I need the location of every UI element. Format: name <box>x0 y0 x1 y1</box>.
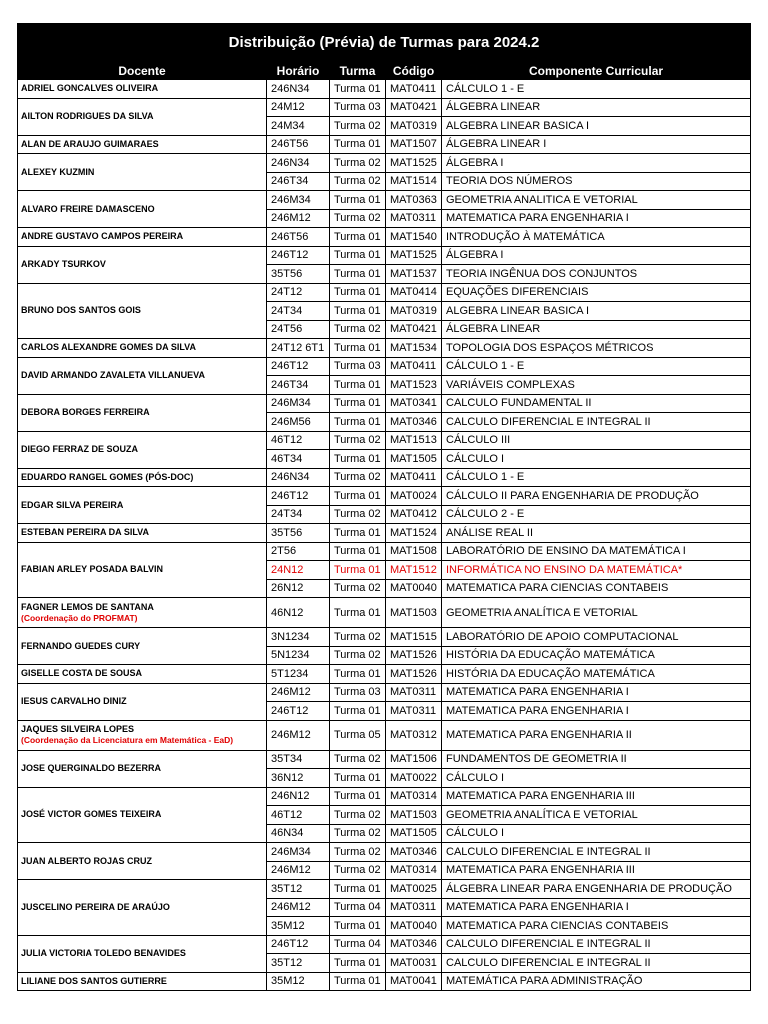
componente-cell: GEOMETRIA ANALÍTICA E VETORIAL <box>442 598 751 628</box>
docente-cell <box>18 431 267 468</box>
horario-cell: 35T12 <box>267 954 330 973</box>
horario-cell: 246N34 <box>267 80 330 99</box>
componente-cell: CÁLCULO 2 - E <box>442 505 751 524</box>
table-row <box>18 683 751 702</box>
horario-cell: 246T56 <box>267 228 330 247</box>
page-title: Distribuição (Prévia) de Turmas para 2024.2 <box>18 24 751 62</box>
codigo-cell: MAT0311 <box>386 209 442 228</box>
turma-cell: Turma 02 <box>330 468 386 487</box>
turma-cell: Turma 02 <box>330 750 386 769</box>
docente-cell <box>18 487 267 524</box>
horario-cell: 5T1234 <box>267 665 330 684</box>
componente-cell: VARIÁVEIS COMPLEXAS <box>442 376 751 395</box>
docente-name: FERNANDO GUEDES CURY <box>21 640 141 651</box>
docente-name: DAVID ARMANDO ZAVALETA VILLANUEVA <box>21 370 205 380</box>
table-row <box>18 283 751 302</box>
componente-cell: ALGEBRA LINEAR BASICA I <box>442 302 751 321</box>
table-row <box>18 542 751 561</box>
componente-cell: CÁLCULO I <box>442 769 751 788</box>
table-row <box>18 431 751 450</box>
turma-cell: Turma 01 <box>330 228 386 247</box>
componente-cell: CALCULO DIFERENCIAL E INTEGRAL II <box>442 954 751 973</box>
table-row <box>18 787 751 806</box>
componente-cell: GEOMETRIA ANALITICA E VETORIAL <box>442 191 751 210</box>
turma-cell: Turma 01 <box>330 413 386 432</box>
table-row <box>18 339 751 358</box>
docente-cell <box>18 787 267 843</box>
codigo-cell: MAT0421 <box>386 98 442 117</box>
componente-cell: ÁLGEBRA I <box>442 154 751 173</box>
docente-cell <box>18 843 267 880</box>
horario-cell: 24T56 <box>267 320 330 339</box>
codigo-cell: MAT1534 <box>386 339 442 358</box>
docente-cell <box>18 80 267 99</box>
horario-cell: 246M12 <box>267 898 330 917</box>
table-row <box>18 720 751 750</box>
componente-cell: HISTÓRIA DA EDUCAÇÃO MATEMÁTICA <box>442 646 751 665</box>
docente-cell <box>18 524 267 543</box>
docente-name: JUAN ALBERTO ROJAS CRUZ <box>21 855 153 866</box>
codigo-cell: MAT0411 <box>386 468 442 487</box>
codigo-cell: MAT1525 <box>386 154 442 173</box>
horario-cell: 246T34 <box>267 376 330 395</box>
turma-cell: Turma 02 <box>330 154 386 173</box>
horario-cell: 35M12 <box>267 972 330 991</box>
horario-cell: 24T34 <box>267 505 330 524</box>
horario-cell: 24T34 <box>267 302 330 321</box>
turma-cell: Turma 01 <box>330 561 386 580</box>
docente-name: ALEXEY KUZMIN <box>21 166 95 177</box>
codigo-cell: MAT1526 <box>386 665 442 684</box>
docente-name: CARLOS ALEXANDRE GOMES DA SILVA <box>21 342 197 353</box>
codigo-cell: MAT0346 <box>386 843 442 862</box>
table-row <box>18 524 751 543</box>
codigo-cell: MAT0041 <box>386 972 442 991</box>
docente-cell <box>18 972 267 991</box>
codigo-cell: MAT1525 <box>386 246 442 265</box>
codigo-cell: MAT0412 <box>386 505 442 524</box>
docente-cell <box>18 880 267 936</box>
docente-name: JOSE QUERGINALDO BEZERRA <box>21 763 162 773</box>
componente-cell: TEORIA INGÊNUA DOS CONJUNTOS <box>442 265 751 284</box>
docente-cell <box>18 683 267 720</box>
componente-cell: ÁLGEBRA LINEAR PARA ENGENHARIA DE PRODUÇÃO <box>442 880 751 899</box>
docente-name: FABIAN ARLEY POSADA BALVIN <box>21 564 164 575</box>
horario-cell: 46T12 <box>267 431 330 450</box>
docente-name: IESUS CARVALHO DINIZ <box>21 696 127 706</box>
docente-name: LILIANE DOS SANTOS GUTIERRE <box>21 975 167 986</box>
table-row <box>18 135 751 154</box>
docente-name: ANDRE GUSTAVO CAMPOS PEREIRA <box>21 231 184 242</box>
componente-cell: ANÁLISE REAL II <box>442 524 751 543</box>
docente-cell <box>18 542 267 598</box>
componente-cell: INFORMÁTICA NO ENSINO DA MATEMÁTICA* <box>442 561 751 580</box>
table-row <box>18 394 751 413</box>
docente-cell <box>18 357 267 394</box>
codigo-cell: MAT1506 <box>386 750 442 769</box>
componente-cell: HISTÓRIA DA EDUCAÇÃO MATEMÁTICA <box>442 665 751 684</box>
turma-cell: Turma 03 <box>330 357 386 376</box>
horario-cell: 24M12 <box>267 98 330 117</box>
docente-name: ALAN DE ARAUJO GUIMARAES <box>21 138 159 149</box>
codigo-cell: MAT0311 <box>386 702 442 721</box>
horario-cell: 246M56 <box>267 413 330 432</box>
codigo-cell: MAT1526 <box>386 646 442 665</box>
componente-cell: CALCULO DIFERENCIAL E INTEGRAL II <box>442 413 751 432</box>
turma-cell: Turma 01 <box>330 394 386 413</box>
docente-note: (Coordenação do PROFMAT) <box>21 612 138 623</box>
horario-cell: 36N12 <box>267 769 330 788</box>
docente-name: DIEGO FERRAZ DE SOUZA <box>21 444 139 454</box>
horario-cell: 46N12 <box>267 598 330 628</box>
docente-cell <box>18 339 267 358</box>
table-row <box>18 98 751 117</box>
docente-name: FAGNER LEMOS DE SANTANA <box>21 601 154 612</box>
componente-cell: MATEMATICA PARA CIENCIAS CONTABEIS <box>442 579 751 598</box>
table-row <box>18 191 751 210</box>
codigo-cell: MAT0311 <box>386 898 442 917</box>
turma-cell: Turma 01 <box>330 135 386 154</box>
componente-cell: CÁLCULO III <box>442 431 751 450</box>
componente-cell: MATEMATICA PARA ENGENHARIA III <box>442 861 751 880</box>
codigo-cell: MAT1505 <box>386 824 442 843</box>
horario-cell: 46N34 <box>267 824 330 843</box>
codigo-cell: MAT0311 <box>386 683 442 702</box>
codigo-cell: MAT1514 <box>386 172 442 191</box>
codigo-cell: MAT0319 <box>386 117 442 136</box>
docente-cell <box>18 750 267 787</box>
docente-name: ADRIEL GONCALVES OLIVEIRA <box>21 83 159 94</box>
docente-name: ARKADY TSURKOV <box>21 259 106 269</box>
componente-cell: ÁLGEBRA LINEAR <box>442 320 751 339</box>
docente-cell <box>18 665 267 684</box>
componente-cell: FUNDAMENTOS DE GEOMETRIA II <box>442 750 751 769</box>
turma-cell: Turma 01 <box>330 542 386 561</box>
turma-cell: Turma 01 <box>330 917 386 936</box>
horario-cell: 246T34 <box>267 172 330 191</box>
docente-name: JOSÉ VICTOR GOMES TEIXEIRA <box>21 809 162 820</box>
componente-cell: MATEMATICA PARA ENGENHARIA I <box>442 209 751 228</box>
docente-name: EDGAR SILVA PEREIRA <box>21 499 124 510</box>
horario-cell: 24T12 <box>267 283 330 302</box>
codigo-cell: MAT1523 <box>386 376 442 395</box>
horario-cell: 3N1234 <box>267 628 330 647</box>
horario-cell: 35T34 <box>267 750 330 769</box>
docente-name: EDUARDO RANGEL GOMES (PÓS-DOC) <box>21 471 194 482</box>
turma-cell: Turma 01 <box>330 283 386 302</box>
turma-cell: Turma 01 <box>330 339 386 358</box>
codigo-cell: MAT0346 <box>386 935 442 954</box>
table-row <box>18 972 751 991</box>
turma-cell: Turma 02 <box>330 824 386 843</box>
horario-cell: 246T12 <box>267 487 330 506</box>
table-row <box>18 880 751 899</box>
docente-name: JAQUES SILVEIRA LOPES <box>21 724 135 734</box>
table-row <box>18 246 751 265</box>
componente-cell: MATEMATICA PARA ENGENHARIA I <box>442 683 751 702</box>
turma-cell: Turma 01 <box>330 769 386 788</box>
turma-cell: Turma 01 <box>330 524 386 543</box>
docente-cell <box>18 935 267 972</box>
codigo-cell: MAT0024 <box>386 487 442 506</box>
turma-cell: Turma 01 <box>330 376 386 395</box>
turma-cell: Turma 01 <box>330 665 386 684</box>
codigo-cell: MAT1508 <box>386 542 442 561</box>
codigo-cell: MAT0031 <box>386 954 442 973</box>
docente-cell <box>18 598 267 628</box>
horario-cell: 35T56 <box>267 265 330 284</box>
turma-cell: Turma 01 <box>330 972 386 991</box>
codigo-cell: MAT0314 <box>386 787 442 806</box>
horario-cell: 246M34 <box>267 843 330 862</box>
docente-note: (Coordenação da Licenciatura em Matemática - EaD) <box>21 735 234 745</box>
turma-cell: Turma 01 <box>330 246 386 265</box>
horario-cell: 24T12 6T1 <box>267 339 330 358</box>
horario-cell: 26N12 <box>267 579 330 598</box>
horario-cell: 246M12 <box>267 861 330 880</box>
docente-name: ALVARO FREIRE DAMASCENO <box>21 203 155 214</box>
horario-cell: 246T12 <box>267 935 330 954</box>
codigo-cell: MAT0022 <box>386 769 442 788</box>
horario-cell: 246M12 <box>267 683 330 702</box>
componente-cell: CÁLCULO 1 - E <box>442 80 751 99</box>
horario-cell: 246M12 <box>267 209 330 228</box>
componente-cell: CÁLCULO II PARA ENGENHARIA DE PRODUÇÃO <box>442 487 751 506</box>
horario-cell: 246T12 <box>267 357 330 376</box>
turma-cell: Turma 01 <box>330 191 386 210</box>
componente-cell: CÁLCULO I <box>442 450 751 469</box>
turma-cell: Turma 02 <box>330 320 386 339</box>
componente-cell: EQUAÇÕES DIFERENCIAIS <box>442 283 751 302</box>
componente-cell: CÁLCULO I <box>442 824 751 843</box>
turma-cell: Turma 02 <box>330 505 386 524</box>
codigo-cell: MAT0314 <box>386 861 442 880</box>
turma-cell: Turma 05 <box>330 720 386 750</box>
codigo-cell: MAT0341 <box>386 394 442 413</box>
docente-name: GISELLE COSTA DE SOUSA <box>21 668 143 679</box>
codigo-cell: MAT1503 <box>386 806 442 825</box>
docente-cell <box>18 628 267 665</box>
componente-cell: MATEMATICA PARA ENGENHARIA I <box>442 898 751 917</box>
componente-cell: MATEMATICA PARA ENGENHARIA III <box>442 787 751 806</box>
codigo-cell: MAT1540 <box>386 228 442 247</box>
componente-cell: TEORIA DOS NÚMEROS <box>442 172 751 191</box>
turma-cell: Turma 02 <box>330 646 386 665</box>
horario-cell: 246M12 <box>267 720 330 750</box>
horario-cell: 24N12 <box>267 561 330 580</box>
horario-cell: 46T12 <box>267 806 330 825</box>
turma-cell: Turma 02 <box>330 431 386 450</box>
docente-name: AILTON RODRIGUES DA SILVA <box>21 111 154 121</box>
horario-cell: 246N12 <box>267 787 330 806</box>
codigo-cell: MAT1507 <box>386 135 442 154</box>
codigo-cell: MAT0025 <box>386 880 442 899</box>
turma-cell: Turma 04 <box>330 935 386 954</box>
docente-name: ESTEBAN PEREIRA DA SILVA <box>21 527 150 538</box>
docente-cell <box>18 98 267 135</box>
turma-cell: Turma 01 <box>330 787 386 806</box>
horario-cell: 35T56 <box>267 524 330 543</box>
docente-cell <box>18 468 267 487</box>
horario-cell: 5N1234 <box>267 646 330 665</box>
codigo-cell: MAT1515 <box>386 628 442 647</box>
table-row <box>18 628 751 647</box>
codigo-cell: MAT1537 <box>386 265 442 284</box>
turma-cell: Turma 02 <box>330 117 386 136</box>
componente-cell: TOPOLOGIA DOS ESPAÇOS MÉTRICOS <box>442 339 751 358</box>
codigo-cell: MAT0421 <box>386 320 442 339</box>
horario-cell: 246N34 <box>267 154 330 173</box>
column-header-horario: Horário <box>267 62 330 80</box>
docente-name: BRUNO DOS SANTOS GOIS <box>21 305 141 316</box>
horario-cell: 246N34 <box>267 468 330 487</box>
turma-cell: Turma 01 <box>330 954 386 973</box>
table-row <box>18 843 751 862</box>
componente-cell: MATEMATICA PARA CIENCIAS CONTABEIS <box>442 917 751 936</box>
horario-cell: 246T12 <box>267 246 330 265</box>
codigo-cell: MAT0346 <box>386 413 442 432</box>
codigo-cell: MAT1503 <box>386 598 442 628</box>
codigo-cell: MAT0040 <box>386 579 442 598</box>
componente-cell: INTRODUÇÃO À MATEMÁTICA <box>442 228 751 247</box>
turma-cell: Turma 02 <box>330 579 386 598</box>
table-row <box>18 154 751 173</box>
column-header-row <box>18 62 751 80</box>
codigo-cell: MAT1524 <box>386 524 442 543</box>
componente-cell: LABORATÓRIO DE ENSINO DA MATEMÁTICA I <box>442 542 751 561</box>
horario-cell: 2T56 <box>267 542 330 561</box>
horario-cell: 246T56 <box>267 135 330 154</box>
componente-cell: LABORATÓRIO DE APOIO COMPUTACIONAL <box>442 628 751 647</box>
column-header-codigo: Código <box>386 62 442 80</box>
docente-cell <box>18 394 267 431</box>
componente-cell: ÁLGEBRA LINEAR <box>442 98 751 117</box>
docente-cell <box>18 191 267 228</box>
docente-cell <box>18 228 267 247</box>
turma-cell: Turma 02 <box>330 861 386 880</box>
codigo-cell: MAT1505 <box>386 450 442 469</box>
turma-cell: Turma 01 <box>330 450 386 469</box>
turma-cell: Turma 02 <box>330 209 386 228</box>
turma-cell: Turma 02 <box>330 806 386 825</box>
componente-cell: MATEMÁTICA PARA ADMINISTRAÇÃO <box>442 972 751 991</box>
docente-cell <box>18 246 267 283</box>
horario-cell: 35M12 <box>267 917 330 936</box>
componente-cell: ÁLGEBRA LINEAR I <box>442 135 751 154</box>
table-row <box>18 750 751 769</box>
turma-cell: Turma 01 <box>330 80 386 99</box>
horario-cell: 246T12 <box>267 702 330 721</box>
codigo-cell: MAT1513 <box>386 431 442 450</box>
codigo-cell: MAT0312 <box>386 720 442 750</box>
horario-cell: 35T12 <box>267 880 330 899</box>
docente-cell <box>18 283 267 339</box>
table-row <box>18 935 751 954</box>
componente-cell: CALCULO DIFERENCIAL E INTEGRAL II <box>442 843 751 862</box>
codigo-cell: MAT1512 <box>386 561 442 580</box>
componente-cell: MATEMATICA PARA ENGENHARIA II <box>442 720 751 750</box>
docente-name: JULIA VICTORIA TOLEDO BENAVIDES <box>21 948 186 958</box>
schedule-table <box>17 23 751 991</box>
table-row <box>18 598 751 628</box>
table-row <box>18 665 751 684</box>
docente-cell <box>18 154 267 191</box>
table-row <box>18 80 751 99</box>
codigo-cell: MAT0319 <box>386 302 442 321</box>
codigo-cell: MAT0363 <box>386 191 442 210</box>
schedule-sheet <box>17 23 750 991</box>
horario-cell: 246M34 <box>267 191 330 210</box>
turma-cell: Turma 01 <box>330 487 386 506</box>
componente-cell: CÁLCULO 1 - E <box>442 357 751 376</box>
turma-cell: Turma 01 <box>330 598 386 628</box>
column-header-docente: Docente <box>18 62 267 80</box>
componente-cell: CALCULO DIFERENCIAL E INTEGRAL II <box>442 935 751 954</box>
table-row <box>18 487 751 506</box>
docente-name: DEBORA BORGES FERREIRA <box>21 407 150 417</box>
column-header-componente: Componente Curricular <box>442 62 751 80</box>
componente-cell: ÁLGEBRA I <box>442 246 751 265</box>
componente-cell: ALGEBRA LINEAR BASICA I <box>442 117 751 136</box>
componente-cell: MATEMATICA PARA ENGENHARIA I <box>442 702 751 721</box>
turma-cell: Turma 02 <box>330 843 386 862</box>
horario-cell: 24M34 <box>267 117 330 136</box>
horario-cell: 46T34 <box>267 450 330 469</box>
table-row <box>18 357 751 376</box>
docente-cell <box>18 135 267 154</box>
turma-cell: Turma 03 <box>330 683 386 702</box>
table-row <box>18 468 751 487</box>
turma-cell: Turma 03 <box>330 98 386 117</box>
componente-cell: GEOMETRIA ANALÍTICA E VETORIAL <box>442 806 751 825</box>
table-row <box>18 228 751 247</box>
turma-cell: Turma 04 <box>330 898 386 917</box>
horario-cell: 246M34 <box>267 394 330 413</box>
turma-cell: Turma 02 <box>330 628 386 647</box>
codigo-cell: MAT0411 <box>386 357 442 376</box>
codigo-cell: MAT0411 <box>386 80 442 99</box>
componente-cell: CÁLCULO 1 - E <box>442 468 751 487</box>
codigo-cell: MAT0414 <box>386 283 442 302</box>
docente-cell <box>18 720 267 750</box>
docente-name: JUSCELINO PEREIRA DE ARAÚJO <box>21 901 170 912</box>
column-header-turma: Turma <box>330 62 386 80</box>
turma-cell: Turma 02 <box>330 172 386 191</box>
turma-cell: Turma 01 <box>330 880 386 899</box>
componente-cell: CALCULO FUNDAMENTAL II <box>442 394 751 413</box>
turma-cell: Turma 01 <box>330 702 386 721</box>
turma-cell: Turma 01 <box>330 265 386 284</box>
table-body <box>18 80 751 991</box>
turma-cell: Turma 01 <box>330 302 386 321</box>
codigo-cell: MAT0040 <box>386 917 442 936</box>
